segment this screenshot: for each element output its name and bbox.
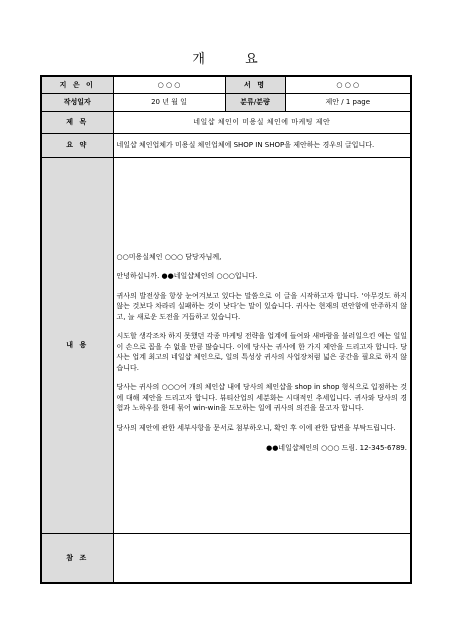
summary-row: [41, 133, 411, 157]
subject-label: 제 목: [41, 111, 113, 133]
category-label: 분류/분량: [225, 93, 285, 111]
reference-row: [41, 533, 411, 583]
reference-value: [113, 533, 411, 583]
overview-form: [40, 75, 412, 584]
summary-label: 요 약: [41, 133, 113, 157]
content-paragraph: 당사는 귀사의 ○○○여 개의 체인샵 내에 당사의 체인샵을 shop in shop 형식으로 입점하는 것에 대해 제안을 드리고자 합니다. 뷰티산업의 세분화는 시대적인 추세입니다. 귀사와 당사의 경험과 노하우를 한데 묶어 win-win을 도모하는 일에 귀사의 의견을 묻고자 합니다.: [116, 383, 407, 412]
date-label: 작성일자: [41, 93, 113, 111]
subject-row: [41, 111, 411, 133]
content-paragraph: 귀사의 발전상을 항상 눈여겨보고 있다는 말씀으로 이 글을 시작하고자 합니다. ‘아무것도 하지 않는 것보다 차라리 실패하는 것이 낫다’는 말이 있습니다. 귀사는 현재의 편안함에 안주하지 않고, 늘 새로운 도전을 거듭하고 있습니다.: [116, 291, 407, 321]
document-title: 개 요: [192, 52, 276, 67]
content-paragraph: 당사의 제안에 관한 세부사항을 문서로 첨부하오니, 확인 후 이에 관한 답변을 부탁드립니다.: [116, 423, 396, 432]
subject-value: 네일샵 체인이 미용실 체인에 마케팅 제안: [113, 111, 411, 133]
signature-label: 서 명: [225, 76, 285, 93]
author-row: [41, 76, 411, 93]
content-row: [41, 157, 411, 533]
content-label: 내 용: [41, 157, 113, 533]
content-paragraph: ○○미용실체인 ○○○ 담당자님께,: [116, 252, 222, 261]
author-label: 지 은 이: [41, 76, 113, 93]
author-value: ○ ○ ○: [113, 76, 225, 93]
date-row: [41, 93, 411, 111]
reference-label: 참 조: [41, 533, 113, 583]
content-paragraph: 안녕하십니까. ●●네일샵체인의 ○○○입니다.: [116, 272, 258, 280]
content-body: [113, 157, 411, 533]
content-paragraph: 시도할 생각조차 하지 못했던 각종 마케팅 전략을 업계에 들여와 새바람을 불러일으킨 예는 일일이 손으로 꼽을 수 없을 만큼 많습니다. 이에 당사는 귀사에 한 가지 제안을 드리고자 합니다. 당사는 업계 최고의 네일샵 체인으로, 일의 특성상 귀사의 사업장처럼 넓은 공간을 필요로 하지 않습니다.: [116, 332, 407, 372]
category-value: 제안 / 1 page: [285, 93, 411, 111]
date-value: 20 년 월 일: [113, 93, 225, 111]
content-signature: ●●네일샵체인의 ○○○ 드림. 12-345-6789.: [266, 444, 407, 452]
signature-value: ○ ○ ○: [285, 76, 411, 93]
summary-value: 네일샵 체인업체가 미용실 체인업체에 SHOP IN SHOP을 제안하는 경우의 글입니다.: [113, 133, 411, 157]
